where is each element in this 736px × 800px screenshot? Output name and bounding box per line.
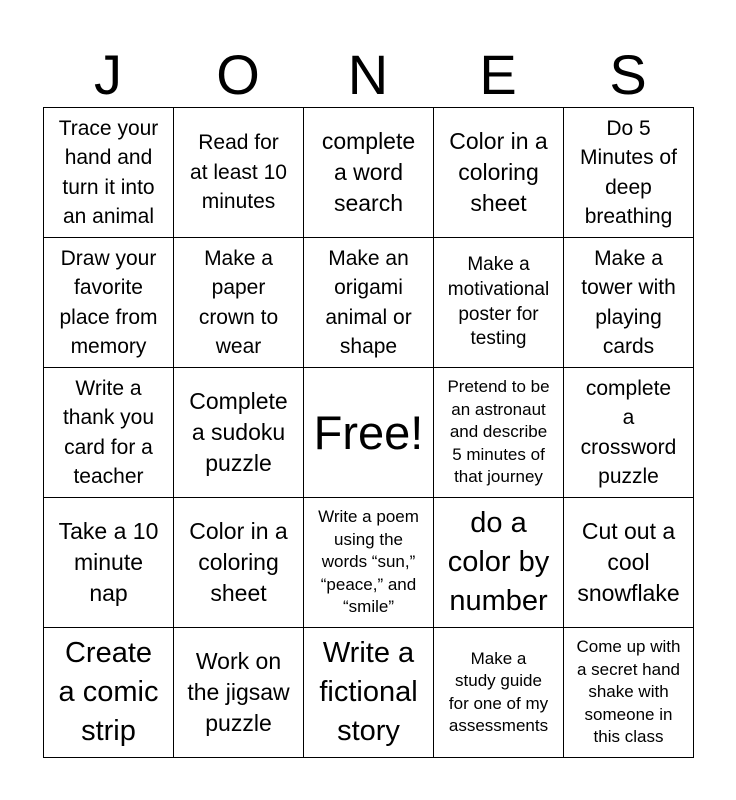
bingo-cell-r4c4[interactable] xyxy=(434,498,564,628)
bingo-cell-r5c5[interactable] xyxy=(564,628,694,758)
cell-text: Make a motivational poster for testing xyxy=(447,254,550,350)
bingo-cell-r3c4[interactable] xyxy=(434,368,564,498)
cell-text: Do 5 Minutes of deep breathing xyxy=(580,116,677,228)
bingo-cell-r4c3[interactable] xyxy=(304,498,434,628)
bingo-header xyxy=(43,44,693,106)
cell-text: Color in a coloring sheet xyxy=(189,517,288,607)
cell-text: Pretend to be an astronaut and describe 5 minutes of that journey xyxy=(447,377,550,487)
cell-text: Make a tower with playing cards xyxy=(581,246,676,358)
header-letter-s: S xyxy=(609,43,647,106)
cell-text: Trace your hand and turn it into an animal xyxy=(58,116,159,228)
header-letter-n: N xyxy=(347,43,389,106)
bingo-cell-r1c2[interactable] xyxy=(174,108,304,238)
cell-text: Take a 10 minute nap xyxy=(58,517,159,607)
cell-text: Make a paper crown to wear xyxy=(198,246,279,358)
cell-text: Write a thank you card for a teacher xyxy=(62,376,155,488)
cell-text: Come up with a secret hand shake with someone in this class xyxy=(576,637,681,747)
cell-text: Read for at least 10 minutes xyxy=(190,131,287,214)
cell-text: Cut out a cool snowflake xyxy=(577,517,680,607)
free-space-label: Free! xyxy=(313,406,424,459)
cell-text: Write a poem using the words “sun,” “peace,” and “smile” xyxy=(318,507,419,617)
bingo-cell-r3c1[interactable] xyxy=(44,368,174,498)
cell-text: complete a word search xyxy=(321,127,416,217)
bingo-cell-r5c1[interactable] xyxy=(44,628,174,758)
cell-text: Create a comic strip xyxy=(58,637,159,747)
cell-text: Work on the jigsaw puzzle xyxy=(187,647,290,737)
cell-text: Write a fictional story xyxy=(319,637,418,747)
bingo-cell-r2c4[interactable] xyxy=(434,238,564,368)
bingo-cell-r2c2[interactable] xyxy=(174,238,304,368)
bingo-cell-r4c1[interactable] xyxy=(44,498,174,628)
bingo-cell-r3c5[interactable] xyxy=(564,368,694,498)
cell-text: Make an origami animal or shape xyxy=(325,246,412,358)
bingo-cell-r4c2[interactable] xyxy=(174,498,304,628)
header-letter-e: E xyxy=(479,43,517,106)
bingo-cell-r5c4[interactable] xyxy=(434,628,564,758)
bingo-cell-r2c1[interactable] xyxy=(44,238,174,368)
header-letter-j: J xyxy=(94,43,122,106)
bingo-cell-r5c3[interactable] xyxy=(304,628,434,758)
bingo-grid xyxy=(43,107,694,758)
bingo-cell-r3c3-free[interactable] xyxy=(304,368,434,498)
bingo-cell-r2c5[interactable] xyxy=(564,238,694,368)
cell-text: complete a crossword puzzle xyxy=(580,376,677,488)
bingo-cell-r3c2[interactable] xyxy=(174,368,304,498)
cell-text: do a color by number xyxy=(447,507,550,617)
bingo-cell-r2c3[interactable] xyxy=(304,238,434,368)
cell-text: Color in a coloring sheet xyxy=(449,127,548,217)
header-letter-o: O xyxy=(216,43,260,106)
cell-text: Make a study guide for one of my assessments xyxy=(448,648,549,735)
bingo-cell-r4c5[interactable] xyxy=(564,498,694,628)
bingo-cell-r1c1[interactable] xyxy=(44,108,174,238)
bingo-cell-r1c5[interactable] xyxy=(564,108,694,238)
bingo-cell-r1c4[interactable] xyxy=(434,108,564,238)
cell-text: Draw your favorite place from memory xyxy=(59,246,158,358)
cell-text: Complete a sudoku puzzle xyxy=(189,387,288,477)
bingo-cell-r1c3[interactable] xyxy=(304,108,434,238)
bingo-cell-r5c2[interactable] xyxy=(174,628,304,758)
